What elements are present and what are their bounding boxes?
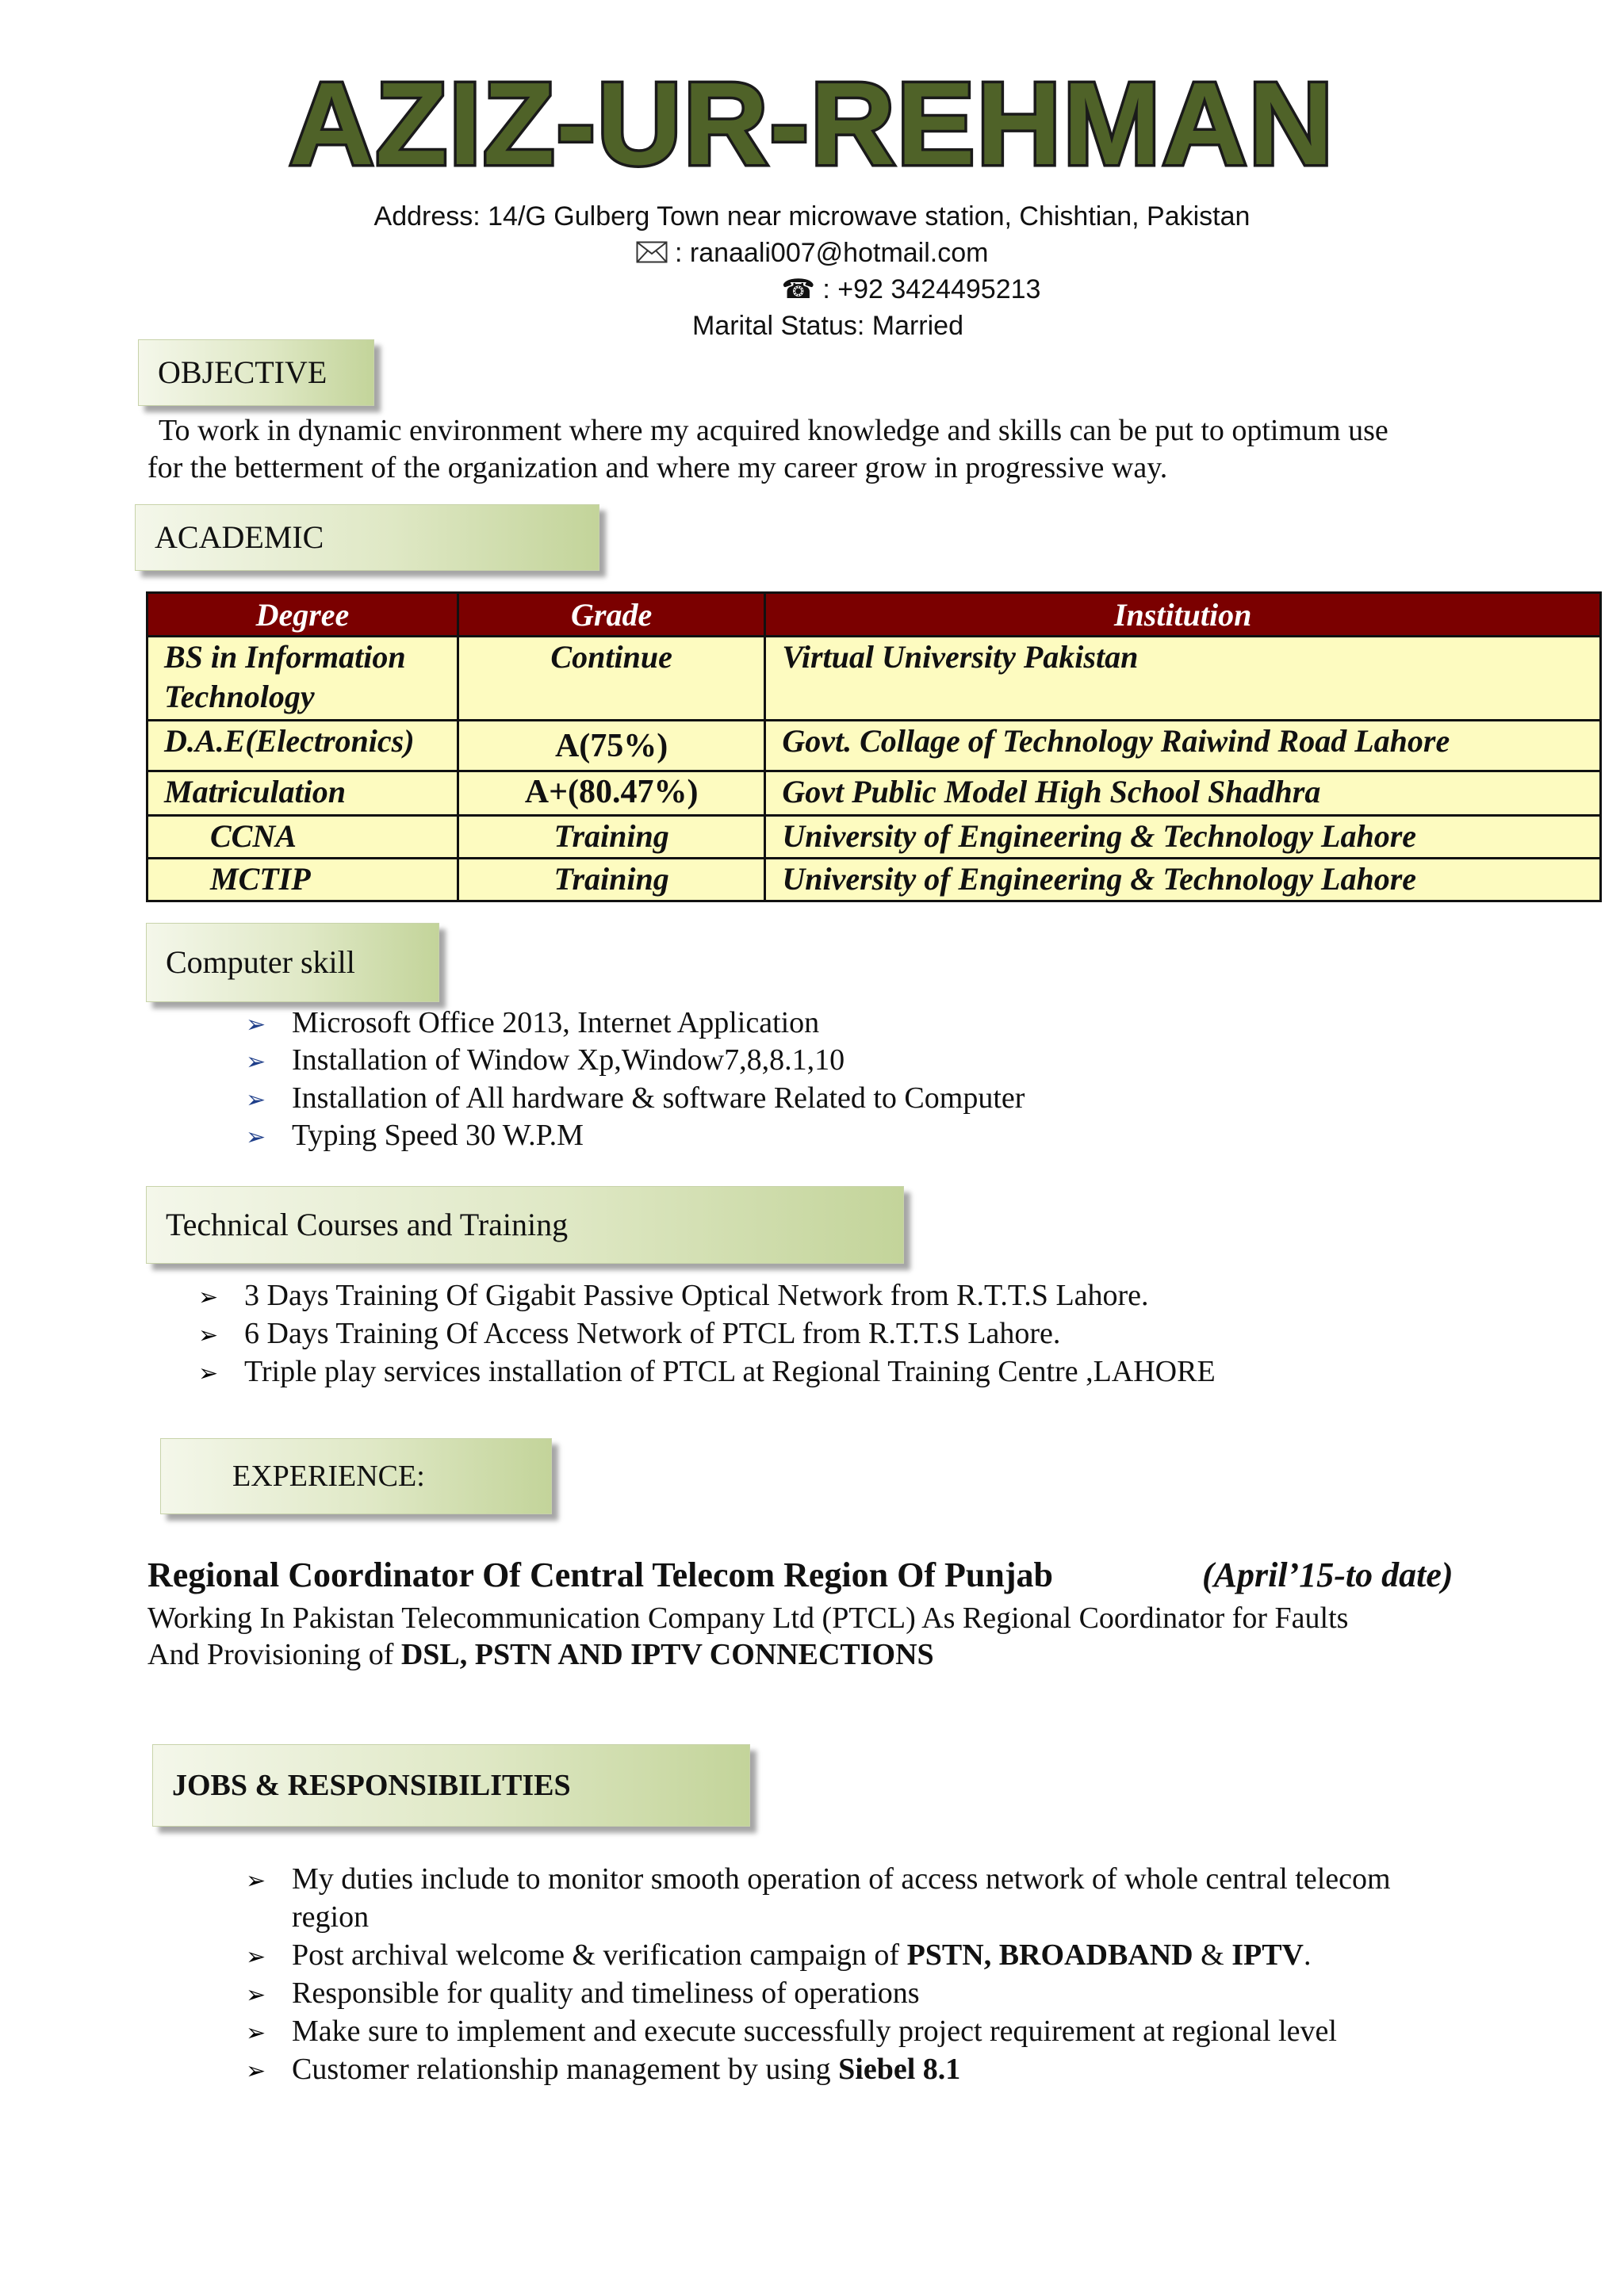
duty-bold-text: IPTV [1231, 1938, 1304, 1972]
skill-text: Installation of All hardware & software Related to Computer [292, 1081, 1025, 1115]
table-row [147, 859, 1601, 901]
arrow-bullet-icon: ➢ [246, 1011, 266, 1039]
column-header-degree: Degree [147, 593, 458, 637]
experience-line-2-text: And Provisioning of [147, 1638, 401, 1671]
training-list-item [198, 1353, 1216, 1393]
duty-text: Customer relationship management by using [292, 2053, 839, 2086]
telephone-icon: ☎ [781, 274, 815, 305]
academic-table [146, 591, 1602, 902]
duty-text: My duties include to monitor smooth operation of access network of whole central telecom [292, 1862, 1391, 1896]
duty-list-item [246, 2050, 960, 2091]
marital-status: Marital Status: Married [692, 311, 963, 341]
experience-line-1: Working In Pakistan Telecommunication Company Ltd (PTCL) As Regional Coordinator for Faults [147, 1601, 1349, 1635]
duty-bold-text: Siebel 8.1 [838, 2053, 961, 2086]
arrow-bullet-icon: ➢ [246, 1867, 266, 1895]
degree-cell: MCTIP [147, 859, 458, 901]
column-header-institution: Institution [765, 593, 1601, 637]
phone-line [0, 271, 1624, 308]
technical-heading-text: Technical Courses and Training [166, 1207, 569, 1242]
institution-cell: University of Engineering & Technology Lahore [765, 859, 1601, 901]
objective-line-1: To work in dynamic environment where my acquired knowledge and skills can be put to optimum use [159, 414, 1388, 447]
email-text: : ranaali007@hotmail.com [667, 238, 989, 268]
duty-list-item [246, 1860, 1391, 1900]
duty-text: . [1303, 1938, 1312, 1972]
duty-text: Post archival welcome & verification campaign of [292, 1938, 907, 1972]
address-line: Address: 14/G Gulberg Town near microwave station, Chishtian, Pakistan [373, 201, 1251, 232]
degree-cell: Matriculation [147, 771, 458, 816]
arrow-bullet-icon: ➢ [246, 1086, 266, 1114]
email-line [0, 235, 1624, 273]
training-list-item [198, 1314, 1060, 1355]
job-dates: (April’15-to date) [1202, 1556, 1454, 1594]
skill-list-item [246, 1116, 584, 1157]
skill-text: Installation of Window Xp,Window7,8,8.1,10 [292, 1043, 845, 1077]
duty-list-item [246, 1974, 920, 2015]
skill-text: Typing Speed 30 W.P.M [292, 1119, 584, 1152]
experience-heading-text: EXPERIENCE: [232, 1460, 425, 1493]
duty-list-item [246, 1936, 1311, 1976]
institution-cell: Govt. Collage of Technology Raiwind Road Lahore [765, 721, 1601, 771]
institution-cell: University of Engineering & Technology Lahore [765, 816, 1601, 859]
arrow-bullet-icon: ➢ [246, 1123, 266, 1151]
arrow-bullet-icon: ➢ [246, 1048, 266, 1076]
arrow-bullet-icon: ➢ [246, 1981, 266, 2009]
grade-cell: A+(80.47%) [458, 771, 764, 816]
table-row [147, 816, 1601, 859]
computer-skill-heading [146, 923, 439, 1002]
training-text: 3 Days Training Of Gigabit Passive Optical Network from R.T.T.S Lahore. [244, 1279, 1149, 1312]
academic-heading-text: ACADEMIC [155, 519, 324, 555]
institution-cell: Virtual University Pakistan [765, 637, 1601, 721]
training-text: 6 Days Training Of Access Network of PTCL from R.T.T.S Lahore. [244, 1317, 1061, 1350]
grade-cell: Training [458, 816, 764, 859]
column-header-grade: Grade [458, 593, 764, 637]
objective-heading-text: OBJECTIVE [158, 354, 327, 390]
degree-cell: BS in Information Technology [147, 637, 458, 721]
envelope-icon [636, 236, 668, 273]
arrow-bullet-icon: ➢ [246, 1943, 266, 1971]
phone-text: : +92 3424495213 [814, 274, 1041, 304]
duty-text: Responsible for quality and timeliness of operations [292, 1976, 920, 2010]
duty-list-item [246, 2012, 1337, 2053]
duty-bold-text: PSTN, BROADBAND [906, 1938, 1193, 1972]
training-text: Triple play services installation of PTCL at Regional Training Centre ,LAHORE [244, 1355, 1216, 1388]
degree-cell: D.A.E(Electronics) [147, 721, 458, 771]
jobs-heading [152, 1744, 750, 1827]
table-header-row [147, 593, 1601, 637]
experience-line-2-bold: DSL, PSTN AND IPTV CONNECTIONS [400, 1638, 934, 1671]
experience-heading [160, 1438, 552, 1514]
experience-line-2 [147, 1636, 934, 1674]
table-row [147, 721, 1601, 771]
training-list-item [198, 1276, 1149, 1317]
computer-skill-heading-text: Computer skill [166, 944, 355, 980]
objective-line-2: for the betterment of the organization and where my career grow in progressive way. [147, 451, 1168, 484]
table-row [147, 637, 1601, 721]
resume-name: AZIZ-UR-REHMAN [289, 59, 1335, 189]
grade-cell: Continue [458, 637, 764, 721]
grade-cell: Training [458, 859, 764, 901]
duty-continuation: region [292, 1900, 370, 1934]
grade-cell: A(75%) [458, 721, 764, 771]
duty-text: & [1193, 1938, 1232, 1972]
academic-heading [135, 504, 599, 571]
duty-text: Make sure to implement and execute successfully project requirement at regional level [292, 2015, 1337, 2048]
arrow-bullet-icon: ➢ [198, 1360, 219, 1387]
institution-cell: Govt Public Model High School Shadhra [765, 771, 1601, 816]
arrow-bullet-icon: ➢ [198, 1322, 219, 1349]
technical-heading [146, 1186, 904, 1264]
jobs-heading-text: JOBS & RESPONSIBILITIES [172, 1769, 571, 1802]
job-title: Regional Coordinator Of Central Telecom Region Of Punjab [147, 1556, 1053, 1594]
skill-list-item [246, 1004, 819, 1044]
arrow-bullet-icon: ➢ [246, 2057, 266, 2085]
arrow-bullet-icon: ➢ [246, 2019, 266, 2047]
skill-list-item [246, 1079, 1025, 1119]
objective-heading [138, 339, 374, 406]
arrow-bullet-icon: ➢ [198, 1284, 219, 1311]
table-row [147, 771, 1601, 816]
skill-text: Microsoft Office 2013, Internet Application [292, 1006, 820, 1039]
degree-cell: CCNA [147, 816, 458, 859]
skill-list-item [246, 1041, 845, 1081]
